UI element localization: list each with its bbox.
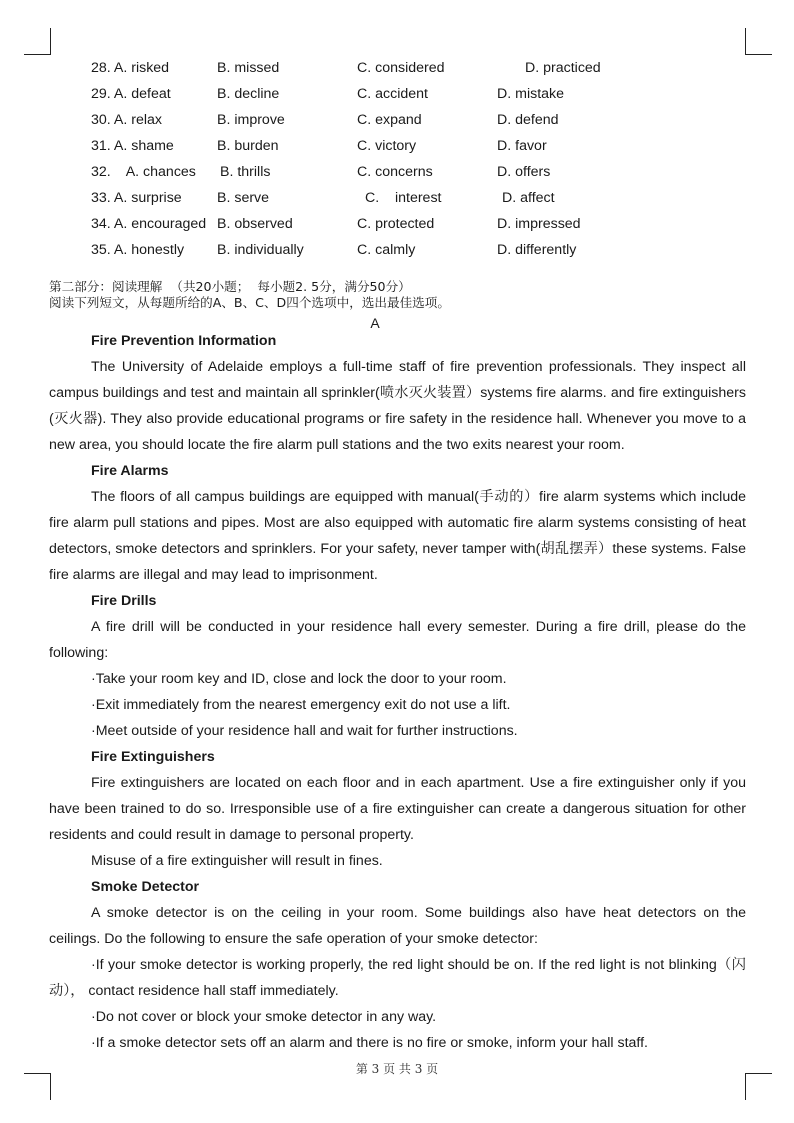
option-d: D. differently [497,242,577,258]
drill-list-item: ·Take your room key and ID, close and lock the door to your room. [91,671,507,687]
option-d: D. offers [497,164,551,180]
option-b: B. serve [217,190,270,206]
option-row-33 [0,185,794,211]
option-a: 31. A. shame [91,138,174,154]
option-b: B. burden [217,138,279,154]
fire-drills-paragraph: A fire drill will be conducted in your residence hall every semester. During a fire drill, please do the following: [49,619,746,661]
option-d: D. favor [497,138,547,154]
smoke-detector-heading: Smoke Detector [91,879,200,895]
option-c: C. expand [357,112,422,128]
crop-mark-top-left [24,28,51,55]
crop-mark-bottom-right [745,1073,772,1100]
option-b: B. thrills [220,164,271,180]
passage-letter: A [370,315,380,331]
option-d: D. affect [502,190,555,206]
passage-title: Fire Prevention Information [91,333,277,349]
fire-drills-heading: Fire Drills [91,593,157,609]
option-row-31 [0,133,794,159]
option-row-34 [0,211,794,237]
option-row-29 [0,81,794,107]
fire-extinguishers-paragraph: Fire extinguishers are located on each floor and in each apartment. Use a fire extinguisher only if you have been trained to do so. Irresponsible use of a fire extinguisher can create a dangerous situation for other residents and could result in damage to personal property. [49,775,746,843]
option-a: 35. A. honestly [91,242,185,258]
option-row-30 [0,107,794,133]
option-d: D. defend [497,112,559,128]
passage-body [49,328,746,1056]
option-b: B. decline [217,86,280,102]
option-b: B. improve [217,112,285,128]
option-c: C. interest [365,190,442,206]
option-c: C. concerns [357,164,433,180]
drill-list-item: ·Meet outside of your residence hall and wait for further instructions. [91,723,518,739]
option-c: C. accident [357,86,428,102]
option-a: 29. A. defeat [91,86,171,102]
intro-paragraph: The University of Adelaide employs a full-time staff of fire prevention professionals. They inspect all campus buildings and test and maintain all sprinkler(喷水灭火装置）systems fire alarms. and fire extinguishers (灭火器). They also provide educational programs or fire safety in the residence hall. Whenever you move to a new area, you should locate the fire alarm pull stations and the two exits nearest your room. [49,359,746,453]
fire-extinguishers-heading: Fire Extinguishers [91,749,215,765]
smoke-list-item: ·Do not cover or block your smoke detector in any way. [91,1009,437,1025]
option-a: 34. A. encouraged [91,216,207,232]
option-a: 32. A. chances [91,164,196,180]
crop-mark-bottom-left [24,1073,51,1100]
smoke-list-item: ·If your smoke detector is working properly, the red light should be on. If the red light is not blinking（闪动）， contact residence hall staff immediately. [49,957,746,999]
option-row-28 [0,55,794,81]
crop-mark-top-right [745,28,772,55]
section-heading: 第二部分：阅读理解 （共20小题； 每小题2. 5分，满分50分） [49,279,411,294]
fire-alarms-heading: Fire Alarms [91,463,169,479]
option-a: 30. A. relax [91,112,162,128]
option-b: B. missed [217,60,280,76]
option-c: C. calmly [357,242,416,258]
option-row-32 [0,159,794,185]
option-d: D. impressed [497,216,581,232]
smoke-detector-paragraph: A smoke detector is on the ceiling in your room. Some buildings also have heat detectors on the ceilings. Do the following to ensure the safe operation of your smoke detector: [49,905,746,947]
drill-list-item: ·Exit immediately from the nearest emergency exit do not use a lift. [91,697,511,713]
option-d: D. mistake [497,86,565,102]
page-footer: 第 3 页 共 3 页 [355,1062,439,1076]
option-row-35 [0,237,794,263]
smoke-list-item: ·If a smoke detector sets off an alarm and there is no fire or smoke, inform your hall staff. [91,1035,648,1051]
fire-extinguishers-paragraph-2: Misuse of a fire extinguisher will result in fines. [91,853,383,869]
option-c: C. victory [357,138,417,154]
option-c: C. protected [357,216,435,232]
option-c: C. considered [357,60,445,76]
option-d: D. practiced [525,60,601,76]
section-instruction: 阅读下列短文，从每题所给的A、B、C、D四个选项中，选出最佳选项。 [49,295,450,310]
option-a: 28. A. risked [91,60,170,76]
fire-alarms-paragraph: The floors of all campus buildings are equipped with manual(手动的）fire alarm systems which include fire alarm pull stations and pipes. Most are also equipped with automatic fire alarm systems consisting of heat detectors, smoke detectors and sprinklers. For your safety, never tamper with(胡乱摆弄）these systems. False fire alarms are illegal and may lead to imprisonment. [49,489,746,583]
option-a: 33. A. surprise [91,190,182,206]
option-b: B. individually [217,242,304,258]
option-b: B. observed [217,216,293,232]
